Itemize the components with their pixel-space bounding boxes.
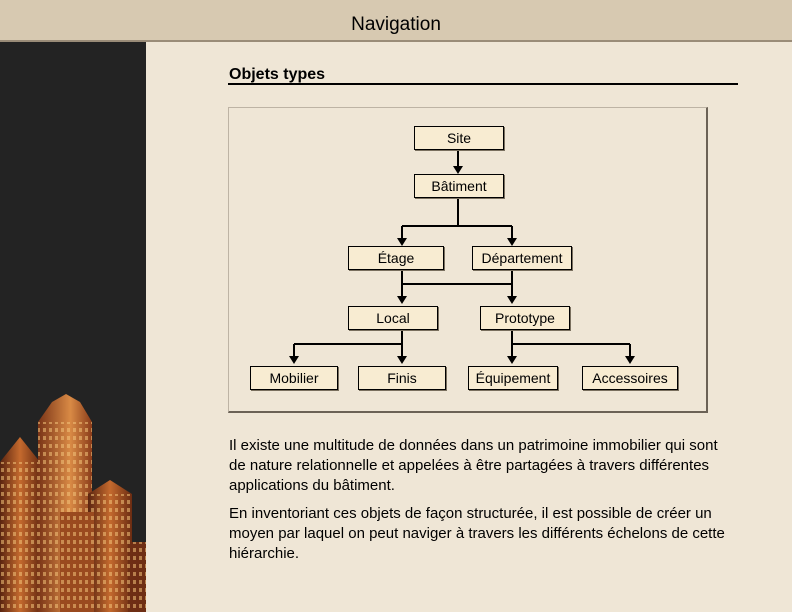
node-local[interactable]: Local bbox=[348, 306, 438, 330]
node-mobilier[interactable]: Mobilier bbox=[250, 366, 338, 390]
node-prototype[interactable]: Prototype bbox=[480, 306, 570, 330]
node-accessoires[interactable]: Accessoires bbox=[582, 366, 678, 390]
page-title: Navigation bbox=[351, 14, 441, 35]
paragraph-intro: Il existe une multitude de données dans un patrimoine immobilier qui sont de nature relationnelle et appelées à être partagées à travers différentes applications du bâtiment. bbox=[229, 437, 718, 494]
section-heading: Objets types bbox=[229, 66, 326, 83]
node-finis[interactable]: Finis bbox=[358, 366, 446, 390]
node-batiment[interactable]: Bâtiment bbox=[414, 174, 504, 198]
node-etage[interactable]: Étage bbox=[348, 246, 444, 270]
node-equipement[interactable]: Équipement bbox=[468, 366, 558, 390]
paragraph-navigation: En inventoriant ces objets de façon structurée, il est possible de créer un moyen par laquel on peut naviger à travers les différents échelons de cette hiérarchie. bbox=[229, 505, 725, 562]
node-departement[interactable]: Département bbox=[472, 246, 572, 270]
node-site[interactable]: Site bbox=[414, 126, 504, 150]
